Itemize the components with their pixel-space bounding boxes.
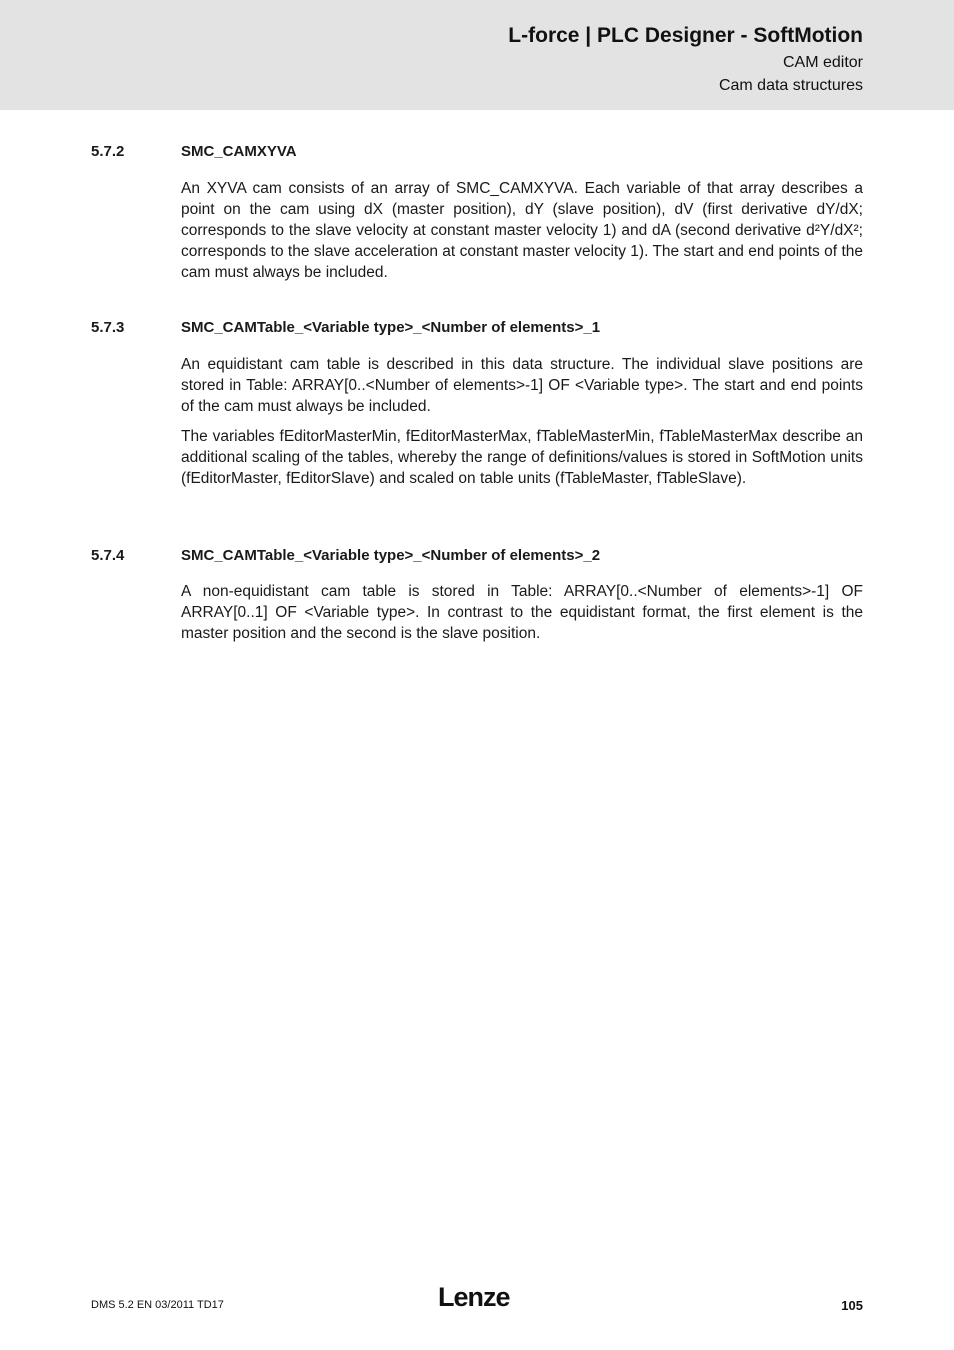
company-logo: Lenze (438, 1282, 510, 1312)
page-number: 105 (841, 1298, 863, 1313)
section-number: 5.7.4 (91, 547, 125, 564)
chapter-title: CAM editor (782, 54, 863, 71)
paragraph: The variables fEditorMasterMin, fEditorMasterMax, fTableMasterMin, fTableMasterMax describe an additional scaling of the tables, whereby the range of definitions/values is stored in SoftMotion units (fEditorMaster, fEditorSlave) and scaled on table units (fTableMaster, fTableSlave). (181, 428, 863, 487)
section-heading: SMC_CAMXYVA (181, 143, 297, 160)
paragraph: A non-equidistant cam table is stored in Table: ARRAY[0..<Number of elements>-1] OF ARRAY[0..1] OF <Variable type>. In contrast to the equidistant format, the first element is the master position and the second is the slave position. (181, 583, 863, 642)
paragraph: An XYVA cam consists of an array of SMC_CAMXYVA. Each variable of that array describes a point on the cam using dX (master position), dY (slave position), dV (first derivative dY/dX; corresponds to the slave velocity at constant master velocity 1) and dA (second derivative d²Y/dX²; corresponds to the slave acceleration at constant master velocity 1). The start and end points of the cam must always be included. (181, 180, 863, 281)
page-header (0, 0, 954, 110)
document-id: DMS 5.2 EN 03/2011 TD17 (91, 1299, 224, 1311)
section-title: Cam data structures (718, 77, 863, 94)
section-heading: SMC_CAMTable_<Variable type>_<Number of elements>_1 (181, 319, 601, 336)
paragraph: An equidistant cam table is described in this data structure. The individual slave positions are stored in Table: ARRAY[0..<Number of elements>-1] OF <Variable type>. The start and end points of the cam must always be included. (181, 356, 863, 415)
section-heading: SMC_CAMTable_<Variable type>_<Number of elements>_2 (181, 547, 601, 564)
document-title: L-force | PLC Designer - SoftMotion (508, 24, 863, 47)
section-number: 5.7.3 (91, 319, 125, 336)
section-number: 5.7.2 (91, 143, 125, 160)
